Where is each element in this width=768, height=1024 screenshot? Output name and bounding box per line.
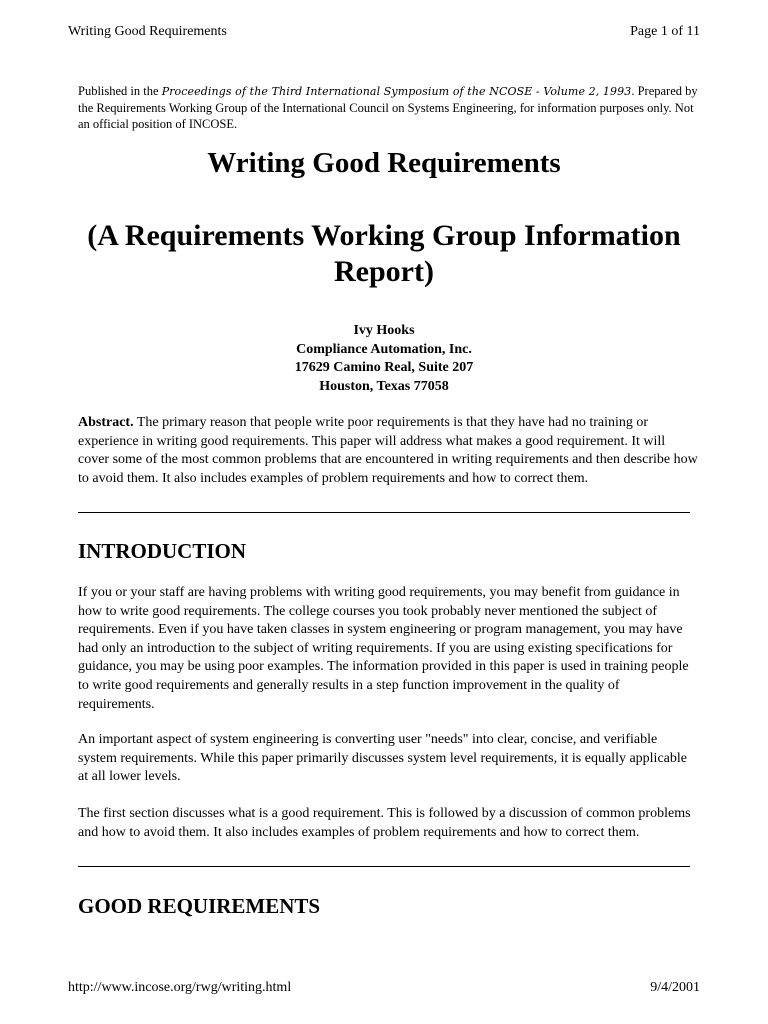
abstract [78,414,698,488]
page-subtitle: (A Requirements Working Group Information Report) [87,219,681,288]
publication-note-suffix: . Prepared by the Requirements Working Group of the International Council on Systems Engineering, for information purposes only. Not an official position of INCOSE. [78,84,698,131]
page-title: Writing Good Requirements [207,147,561,179]
proceedings-citation: Proceedings of the Third International Symposium of the NCOSE - Volume 2, 1993 [161,85,632,98]
author-block [0,322,768,396]
footer-url[interactable]: http://www.incose.org/rwg/writing.html [68,980,292,995]
abstract-label: Abstract. [78,415,134,430]
section-divider [78,866,690,867]
publication-note-prefix: Published in the [78,84,162,98]
intro-paragraph-2: An important aspect of system engineering is converting user "needs" into clear, concise, and verifiable system requirements. While this paper primarily discusses system level requirements, it is equally applicable at all lower levels. [78,732,687,785]
intro-paragraph-3: The first section discusses what is a good requirement. This is followed by a discussion of common problems and how to avoid them. It also includes examples of problem requirements and how to correct them. [78,806,691,840]
intro-paragraph-1: If you or your staff are having problems with writing good requirements, you may benefit from guidance in how to write good requirements. The college courses you took probably never mentioned the subject of requirements. Even if you have taken classes in system engineering or program management, you may have had only an introduction to the subject of writing requirements. If you are using existing specifications for guidance, you may be using poor examples. The information provided in this paper is used in training people to write good requirements and generally results in a step function improvement in the quality of requirements. [78,585,689,712]
author-name: Ivy Hooks [353,323,415,338]
author-address: 17629 Camino Real, Suite 207 [294,360,474,375]
author-company: Compliance Automation, Inc. [296,341,472,357]
page-indicator: Page 1 of 11 [630,24,700,39]
header-doc-title: Writing Good Requirements [68,24,227,39]
publication-note [78,83,698,132]
introduction-heading: INTRODUCTION [78,539,247,563]
section-divider [78,512,690,513]
abstract-text: The primary reason that people write poor requirements is that they have had no training or experience in writing good requirements. This paper will address what makes a good requirement. It will cover some of the most common problems that are encountered in writing requirements and then describe how to avoid them. It also includes examples of problem requirements and how to correct them. [78,415,698,486]
good-requirements-heading: GOOD REQUIREMENTS [78,894,321,918]
footer-date: 9/4/2001 [650,980,700,995]
author-city: Houston, Texas 77058 [319,378,449,394]
